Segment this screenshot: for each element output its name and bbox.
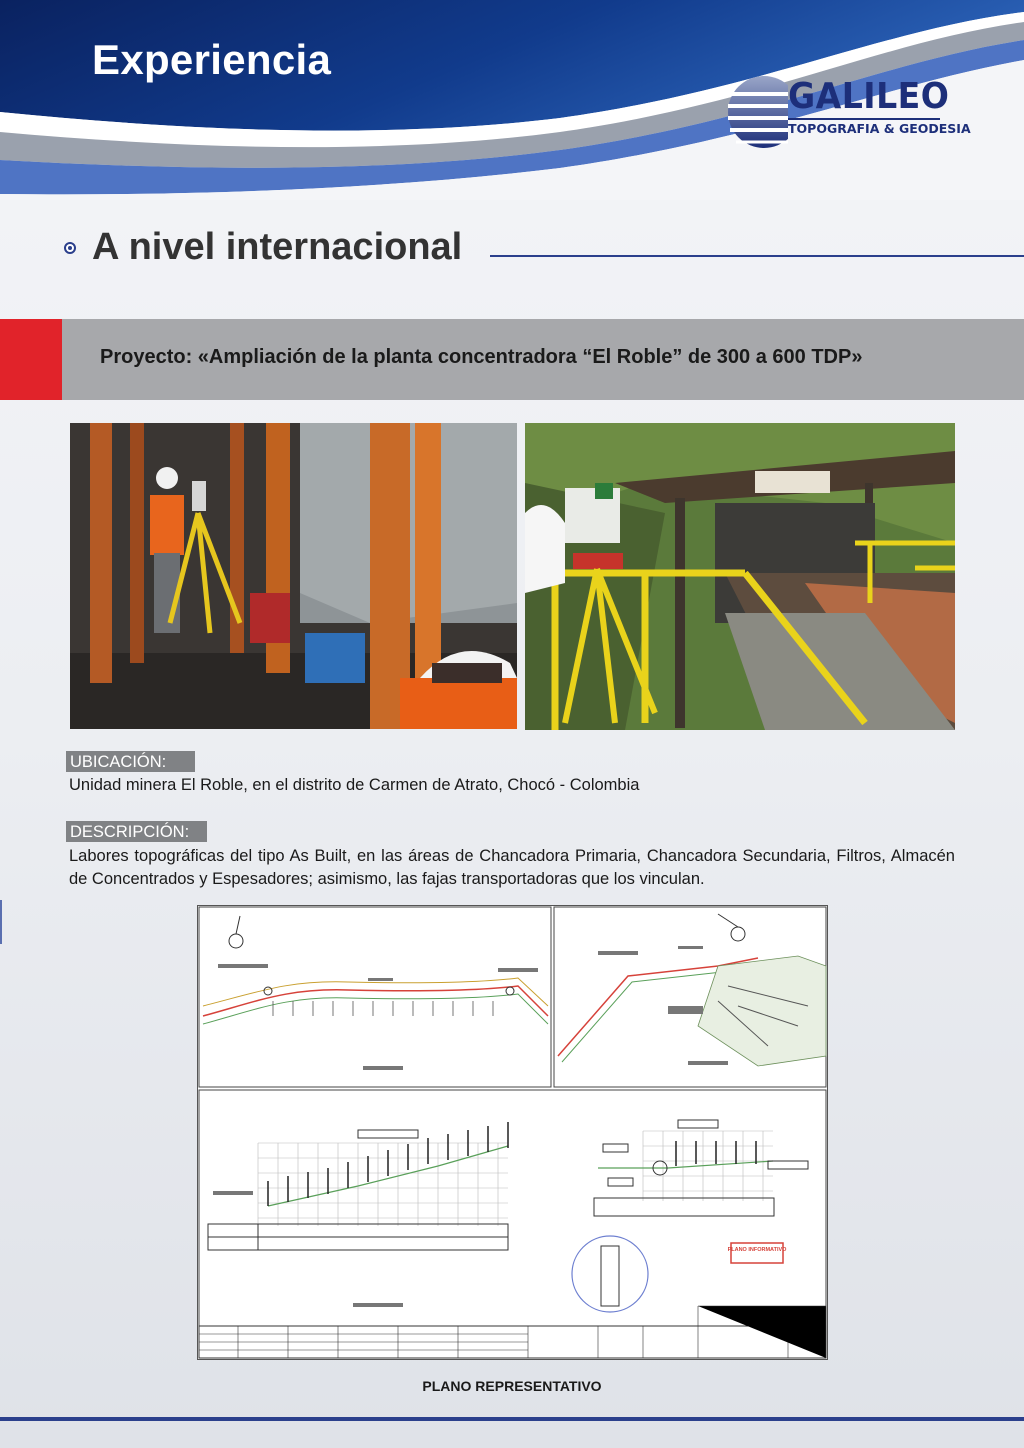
footer-rule bbox=[0, 1417, 1024, 1421]
project-banner bbox=[0, 319, 1024, 400]
target-bullet-icon bbox=[64, 242, 76, 254]
descripcion-text: Labores topográficas del tipo As Built, en las áreas de Chancadora Primaria, Chancadora Secundaria, Filtros, Almacén de Concentrados y Espesadores; asimismo, las fajas transportadoras que los vinculan. bbox=[69, 847, 955, 888]
header-banner bbox=[0, 0, 1024, 200]
logo-divider bbox=[788, 118, 940, 120]
section-divider bbox=[490, 255, 1024, 257]
section-heading bbox=[60, 222, 1024, 282]
plan-stamp-box bbox=[731, 1243, 783, 1263]
ubicacion-text: Unidad minera El Roble, en el distrito de Carmen de Atrato, Chocó - Colombia bbox=[69, 776, 640, 794]
photo-surveyors-inside-plant bbox=[70, 423, 517, 729]
logo-tagline: TOPOGRAFIA & GEODESIA bbox=[788, 121, 971, 136]
section-title: A nivel internacional bbox=[92, 226, 463, 268]
plan-stamp: PLANO INFORMATIVO bbox=[727, 1247, 787, 1253]
globe-icon bbox=[726, 64, 788, 160]
project-accent-block bbox=[0, 319, 62, 400]
company-logo bbox=[726, 64, 971, 160]
plan-caption: PLANO REPRESENTATIVO bbox=[422, 1378, 602, 1394]
descripcion-label: DESCRIPCIÓN: bbox=[66, 821, 207, 842]
photo-total-station-conveyor bbox=[525, 423, 955, 730]
ubicacion-label: UBICACIÓN: bbox=[66, 751, 195, 772]
logo-name: GALILEO bbox=[788, 76, 950, 117]
page-header-title: Experiencia bbox=[92, 36, 332, 83]
representative-plan-drawing bbox=[197, 905, 828, 1360]
margin-mark bbox=[0, 900, 2, 944]
project-title: Proyecto: «Ampliación de la planta concentradora “El Roble” de 300 a 600 TDP» bbox=[100, 346, 863, 368]
